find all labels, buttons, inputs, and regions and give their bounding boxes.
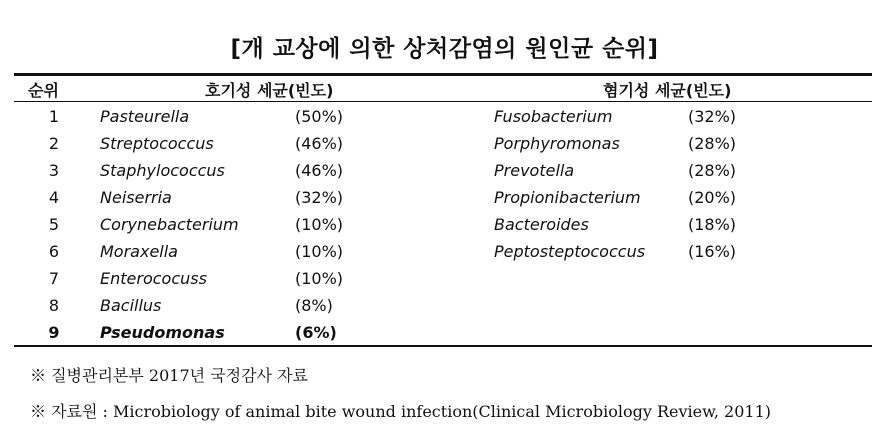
rank-cell: 1 xyxy=(48,107,60,126)
anaerobic-frequency-cell: (28%) xyxy=(688,161,737,180)
rank-cell: 5 xyxy=(48,215,60,234)
rank-cell: 7 xyxy=(48,269,60,288)
aerobic-name-cell: Neiserria xyxy=(100,188,172,207)
header-aerobic-bacteria: 호기성 세균(빈도) xyxy=(205,81,334,100)
table-row xyxy=(0,158,889,185)
aerobic-frequency-cell: (10%) xyxy=(295,215,344,234)
anaerobic-frequency-cell: (28%) xyxy=(688,134,737,153)
table-header-rule xyxy=(14,101,872,102)
aerobic-frequency-cell: (10%) xyxy=(295,269,344,288)
aerobic-frequency-cell: (10%) xyxy=(295,242,344,261)
aerobic-frequency-cell: (8%) xyxy=(295,296,333,315)
anaerobic-frequency-cell: (32%) xyxy=(688,107,737,126)
aerobic-frequency-cell: (46%) xyxy=(295,134,344,153)
anaerobic-frequency-cell: (16%) xyxy=(688,242,737,261)
rank-cell: 4 xyxy=(48,188,60,207)
aerobic-name-cell: Corynebacterium xyxy=(100,215,239,234)
aerobic-name-cell: Bacillus xyxy=(100,296,162,315)
table-bottom-rule xyxy=(14,345,872,347)
header-rank: 순위 xyxy=(28,81,59,100)
header-anaerobic-bacteria: 혐기성 세균(빈도) xyxy=(603,81,732,100)
anaerobic-name-cell: Fusobacterium xyxy=(494,107,613,126)
rank-cell: 8 xyxy=(48,296,60,315)
anaerobic-frequency-cell: (20%) xyxy=(688,188,737,207)
rank-cell: 2 xyxy=(48,134,60,153)
table-row xyxy=(0,293,889,320)
anaerobic-name-cell: Propionibacterium xyxy=(494,188,641,207)
aerobic-name-cell: Enterococuss xyxy=(100,269,207,288)
document-title: [개 교상에 의한 상처감염의 원인균 순위] xyxy=(230,36,659,62)
source-note: ※ 질병관리본부 2017년 국정감사 자료 xyxy=(30,366,308,385)
rank-cell: 9 xyxy=(48,323,60,342)
anaerobic-frequency-cell: (18%) xyxy=(688,215,737,234)
table-top-rule xyxy=(14,73,872,76)
aerobic-name-cell: Pseudomonas xyxy=(100,323,225,342)
anaerobic-name-cell: Prevotella xyxy=(494,161,575,180)
table-row xyxy=(0,104,889,131)
aerobic-frequency-cell: (50%) xyxy=(295,107,344,126)
anaerobic-name-cell: Bacteroides xyxy=(494,215,589,234)
rank-cell: 6 xyxy=(48,242,60,261)
aerobic-frequency-cell: (32%) xyxy=(295,188,344,207)
aerobic-frequency-cell: (46%) xyxy=(295,161,344,180)
aerobic-name-cell: Streptococcus xyxy=(100,134,214,153)
table-row xyxy=(0,320,889,347)
table-row xyxy=(0,239,889,266)
table-row xyxy=(0,185,889,212)
aerobic-frequency-cell: (6%) xyxy=(295,323,337,342)
table-row xyxy=(0,266,889,293)
table-row xyxy=(0,131,889,158)
pathogen-table xyxy=(0,104,889,347)
rank-cell: 3 xyxy=(48,161,60,180)
aerobic-name-cell: Staphylococcus xyxy=(100,161,225,180)
anaerobic-name-cell: Porphyromonas xyxy=(494,134,620,153)
aerobic-name-cell: Pasteurella xyxy=(100,107,190,126)
table-row xyxy=(0,212,889,239)
anaerobic-name-cell: Peptosteptococcus xyxy=(494,242,646,261)
aerobic-name-cell: Moraxella xyxy=(100,242,178,261)
reference-note: ※ 자료원 : Microbiology of animal bite wound infection(Clinical Microbiology Review, 2011) xyxy=(30,402,772,421)
